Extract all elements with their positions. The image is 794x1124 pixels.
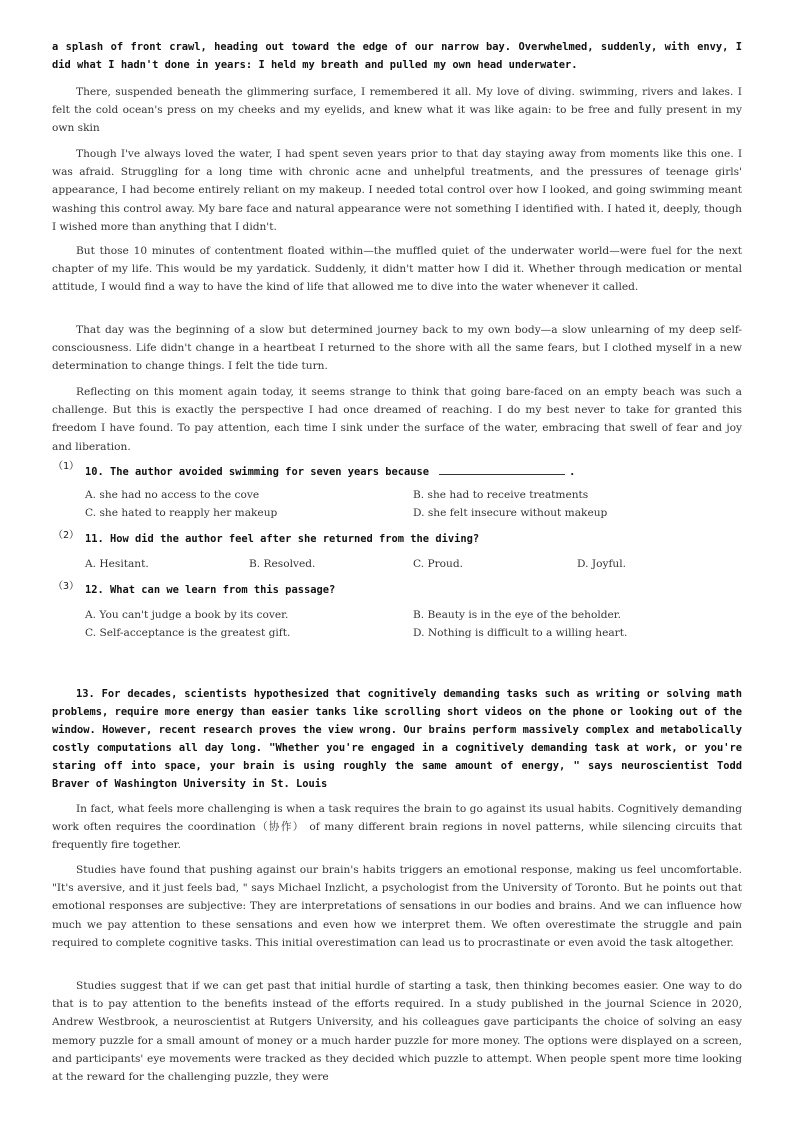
option-d[interactable]: D. Nothing is difficult to a willing heart.	[413, 627, 628, 639]
passage-a-paragraph-3: But those 10 minutes of contentment floated within—the muffled quiet of the underwater world—were fuel for the next chapter of my life. This would be my yardatick. Suddenly, it didn't matter how I did it. Whether through medication or mental attitude, I would find a way to have the kind of life that allowed me to dive into the water whenever it called.	[52, 245, 742, 294]
passage-a-paragraph-4: That day was the beginning of a slow but determined journey back to my own body—a slow unlearning of my deep self-consciousness. Life didn't change in a heartbeat I returned to the shore with all the same fears, but I clothed myself in a new determination to change things. I felt the tide turn.	[52, 324, 742, 373]
passage-a-paragraph-2: Though I've always loved the water, I had spent seven years prior to that day staying away from moments like this one. I was afraid. Struggling for a long time with chronic acne and unhelpful treatments, and the pressures of teenage girls' appearance, I had become entirely reliant on my makeup. I needed total control over how I looked, and going swimming meant washing this control away. My bare face and natural appearance were not something I identified with. I hated it, deeply, though I wished more than anything that I didn't.	[52, 148, 742, 233]
option-c[interactable]: C. Self-acceptance is the greatest gift.	[85, 627, 291, 639]
question-stem-end: .	[569, 466, 576, 478]
passage-b-lead: 13. For decades, scientists hypothesized that cognitively demanding tasks such as writing or solving math problems, require more energy than easier tanks like scrolling short videos on the phone or looking out of the window. However, recent research proves the view wrong. Our brains perform massively complex and metabolically costly computations all day long. "Whether you're engaged in a cognitively demanding task at work, or you're staring off into space, your brain is using roughly the same amount of energy, " says neuroscientist Todd Braver of Washington University in St. Louis	[52, 688, 742, 790]
option-c[interactable]: C. she hated to reapply her makeup	[85, 507, 278, 519]
option-a[interactable]: A. Hesitant.	[85, 558, 149, 570]
question-stem-text: 10. The author avoided swimming for seven years because	[85, 466, 430, 478]
option-b[interactable]: B. Resolved.	[249, 558, 316, 570]
option-d[interactable]: D. she felt insecure without makeup	[413, 507, 608, 519]
question-number: （1）	[53, 461, 80, 472]
passage-b-paragraph-2: Studies have found that pushing against our brain's habits triggers an emotional response, making us feel uncomfortable. "It's aversive, and it just feels bad, " says Michael Inzlicht, a psychologist from the University of Toronto. But he points out that emotional responses are subjective: They are interpretations of sensations in our bodies and brains. And we can influence how much we pay attention to these sensations and even how we interpret them. We often overestimate the struggle and pain required to complete cognitive tasks. This initial overestimation can lead us to procrastinate or even avoid the task altogether.	[52, 864, 742, 949]
question-number: （2）	[53, 530, 80, 541]
question-stem-text: 12. What can we learn from this passage?	[85, 584, 336, 596]
passage-b-paragraph-3: Studies suggest that if we can get past that initial hurdle of starting a task, then thinking becomes easier. One way to do that is to pay attention to the benefits instead of the efforts required. In a study published in the journal Science in 2020, Andrew Westbrook, a neuroscientist at Rutgers University, and his colleagues gave participants the choice of solving an easy memory puzzle for a small amount of money or a much harder puzzle for more money. The options were displayed on a screen, and participants' eye movements were tracked as they decided which puzzle to attempt. When people spent more time looking at the reward for the challenging puzzle, they were	[52, 980, 742, 1084]
passage-a-lead: a splash of front crawl, heading out toward the edge of our narrow bay. Overwhelmed, suddenly, with envy, I did what I hadn't done in years: I held my breath and pulled my own head underwater.	[52, 41, 742, 71]
option-c[interactable]: C. Proud.	[413, 558, 464, 570]
option-a[interactable]: A. You can't judge a book by its cover.	[85, 609, 289, 621]
question-stem	[85, 584, 335, 596]
option-a[interactable]: A. she had no access to the cove	[85, 489, 260, 501]
passage-a-paragraph-5: Reflecting on this moment again today, it seems strange to think that going bare-faced on an empty beach was such a challenge. But this is exactly the perspective I had once dreamed of reaching. I do my best never to take for granted this freedom I have found. To pay attention, each time I sink under the surface of the water, embracing that swell of fear and joy and liberation.	[52, 386, 742, 453]
option-d[interactable]: D. Joyful.	[577, 558, 626, 570]
option-b[interactable]: B. Beauty is in the eye of the beholder.	[413, 609, 622, 621]
answer-blank[interactable]	[439, 464, 565, 475]
question-stem	[85, 533, 479, 545]
option-b[interactable]: B. she had to receive treatments	[413, 489, 589, 501]
passage-b-paragraph-1: In fact, what feels more challenging is when a task requires the brain to go against its usual habits. Cognitively demanding work often requires the coordination（协作） of many different brain regions in novel patterns, while silencing circuits that frequently fire together.	[52, 803, 742, 852]
passage-a-paragraph-1: There, suspended beneath the glimmering surface, I remembered it all. My love of diving. swimming, rivers and lakes. I felt the cold ocean's press on my cheeks and my eyelids, and knew what it was like again: to be free and fully present in my own skin	[52, 86, 742, 135]
question-stem	[85, 464, 575, 478]
question-number: （3）	[53, 581, 80, 592]
question-stem-text: 11. How did the author feel after she returned from the diving?	[85, 533, 480, 545]
